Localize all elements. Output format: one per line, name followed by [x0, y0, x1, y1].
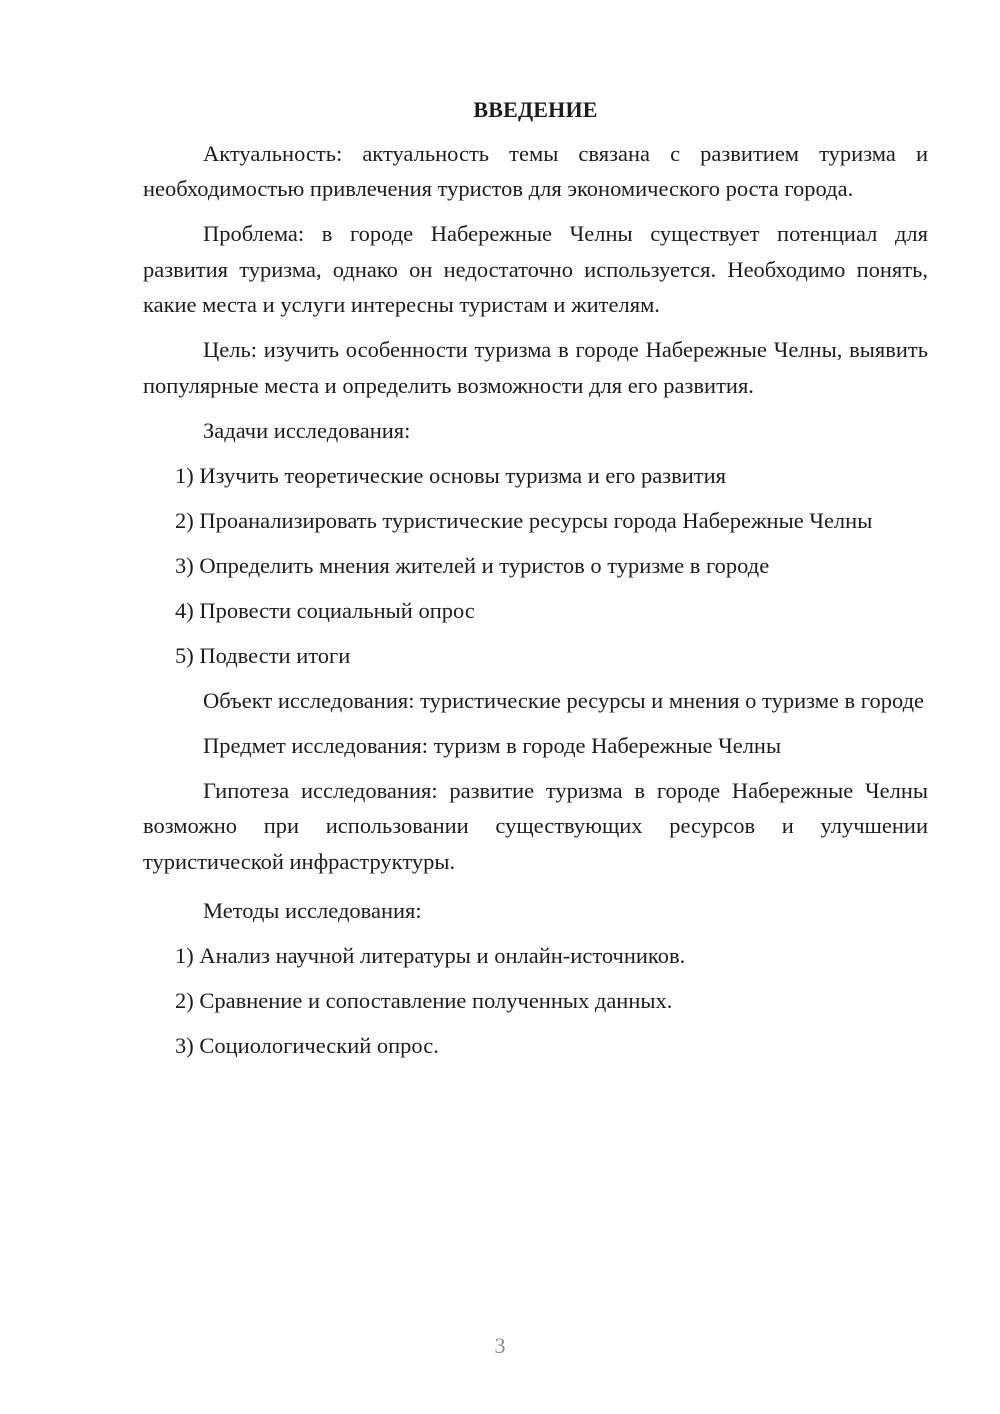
- relevance-paragraph: Актуальность: актуальность темы связана с развитием туризма и необходимостью привлечения туристов для экономического роста города.: [143, 140, 928, 201]
- method-item: 2) Сравнение и сопоставление полученных данных.: [175, 988, 673, 1013]
- methods-heading: Методы исследования:: [203, 898, 422, 923]
- tasks-heading: Задачи исследования:: [203, 417, 411, 443]
- method-item: 3) Социологический опрос.: [175, 1033, 439, 1058]
- task-item: 3) Определить мнения жителей и туристов о туризме в городе: [175, 552, 770, 578]
- task-item: 1) Изучить теоретические основы туризма и его развития: [175, 462, 726, 488]
- method-item: 1) Анализ научной литературы и онлайн-источников.: [175, 943, 686, 968]
- goal-paragraph: Цель: изучить особенности туризма в городе Набережные Челны, выявить популярные места и определить возможности для его развития.: [143, 337, 928, 398]
- task-item: 4) Провести социальный опрос: [175, 597, 475, 623]
- task-item: 2) Проанализировать туристические ресурсы города Набережные Челны: [175, 507, 873, 533]
- problem-paragraph: Проблема: в городе Набережные Челны существует потенциал для развития туризма, однако он недостаточно используется. Необходимо понять, какие места и услуги интересны туристам и жителям.: [143, 221, 928, 317]
- hypothesis-paragraph: Гипотеза исследования: развитие туризма в городе Набережные Челны возможно при использовании существующих ресурсов и улучшении туристической инфраструктуры.: [143, 777, 928, 874]
- page-number: 3: [494, 1333, 506, 1358]
- task-item: 5) Подвести итоги: [175, 642, 351, 668]
- document-page: [143, 92, 928, 1073]
- section-title: ВВЕДЕНИЕ: [473, 97, 598, 122]
- subject-paragraph: Предмет исследования: туризм в городе Набережные Челны: [203, 732, 782, 758]
- object-paragraph: Объект исследования: туристические ресурсы и мнения о туризме в городе: [203, 687, 924, 713]
